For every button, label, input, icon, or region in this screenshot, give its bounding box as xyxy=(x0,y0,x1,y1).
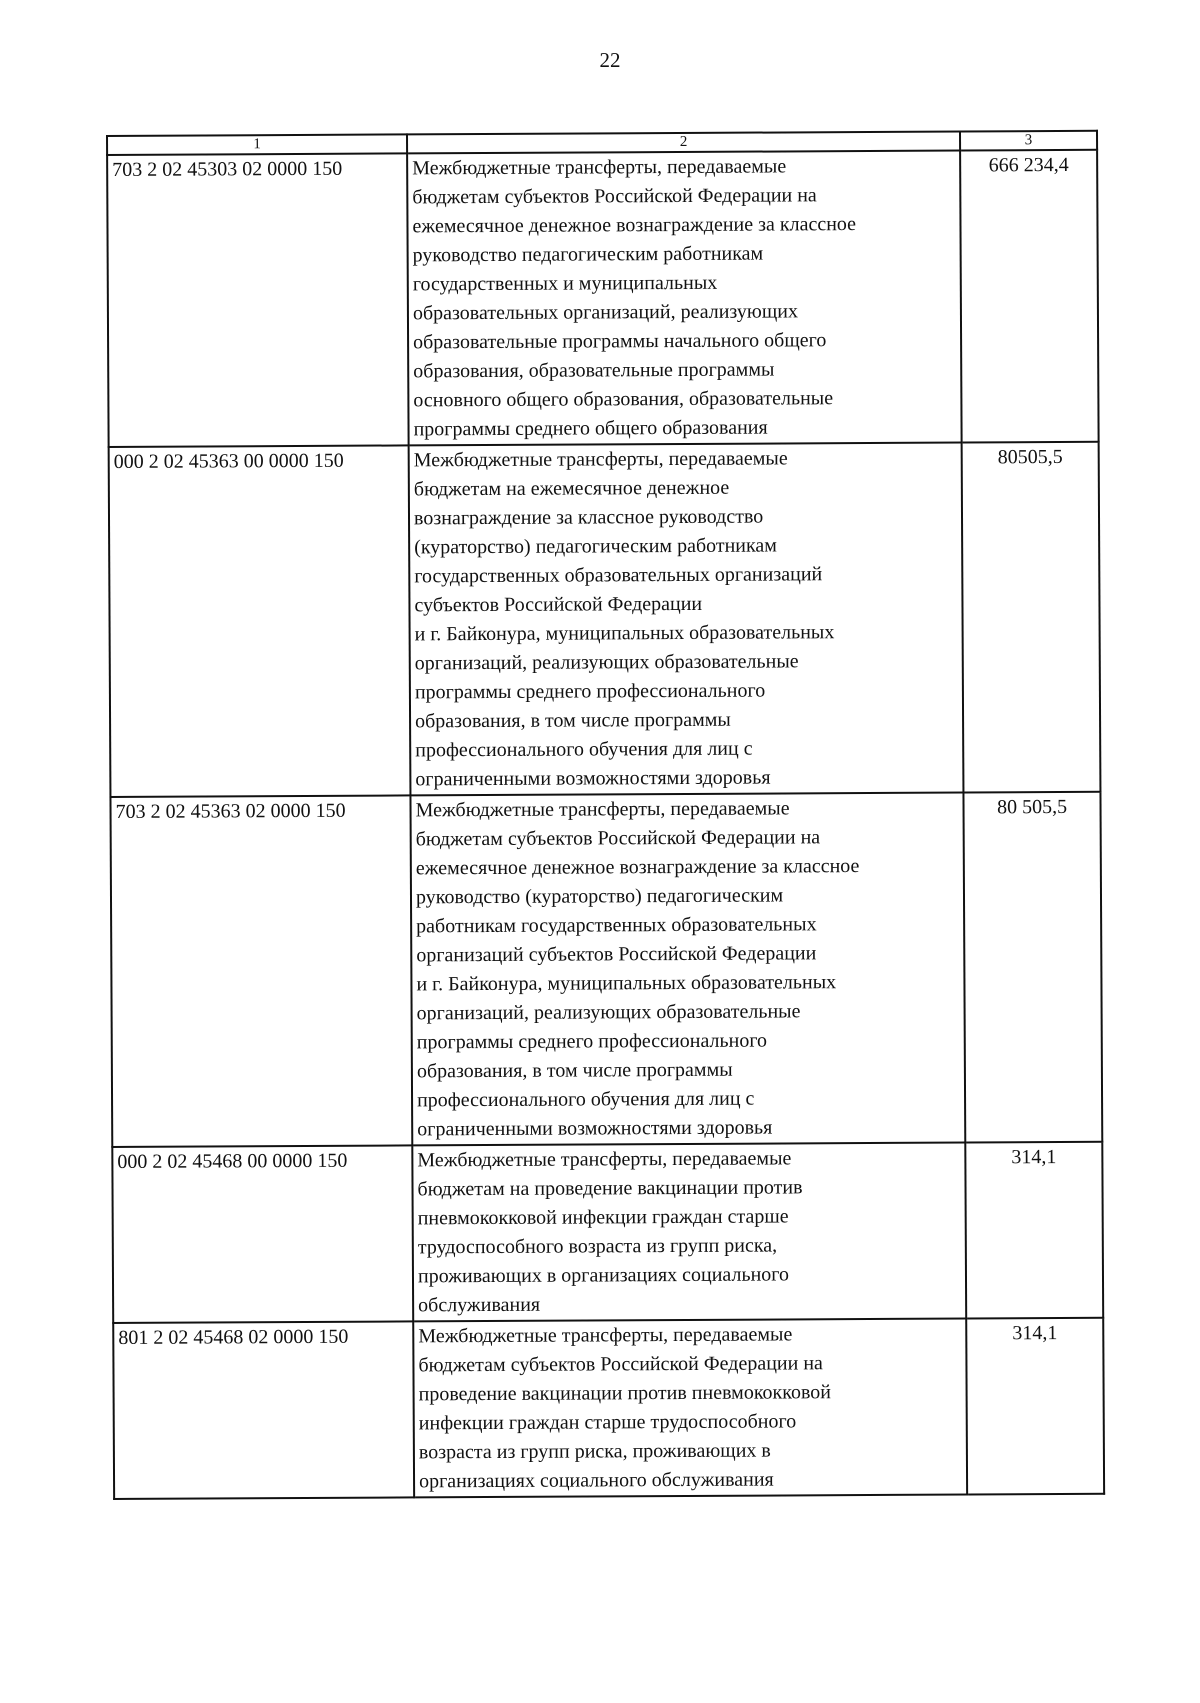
description-line: государственных образовательных организаций xyxy=(414,563,823,588)
description-line: (кураторство) педагогическим работникам xyxy=(414,534,777,559)
header-col-1: 1 xyxy=(107,134,407,155)
description-line: ежемесячное денежное вознаграждение за классное xyxy=(415,855,860,880)
amount-cell: 80 505,5 xyxy=(963,792,1102,1143)
description-cell xyxy=(410,793,965,1146)
description-line: профессионального обучения для лиц с xyxy=(415,737,753,762)
table-body xyxy=(107,150,1104,1499)
description-line: образования, в том числе программы xyxy=(415,708,731,733)
description-line: образования, образовательные программы xyxy=(413,358,775,383)
description-line: Межбюджетные трансферты, передаваемые xyxy=(417,1147,792,1172)
description-line: обслуживания xyxy=(418,1293,541,1317)
description-line: возраста из групп риска, проживающих в xyxy=(418,1439,771,1464)
budget-code-cell: 000 2 02 45363 00 0000 150 xyxy=(109,445,411,797)
description-line: Межбюджетные трансферты, передаваемые xyxy=(413,447,788,472)
description-line: образовательные программы начального общего xyxy=(413,329,827,354)
header-col-3: 3 xyxy=(960,131,1097,151)
description-line: образования, в том числе программы xyxy=(416,1058,733,1083)
amount-cell: 80505,5 xyxy=(962,442,1101,793)
description-line: работникам государственных образовательных xyxy=(416,913,817,938)
table-row xyxy=(113,1318,1104,1499)
description-line: бюджетам субъектов Российской Федерации на xyxy=(412,184,817,209)
description-line: Межбюджетные трансферты, передаваемые xyxy=(412,155,787,180)
budget-code-cell: 703 2 02 45363 02 0000 150 xyxy=(110,795,412,1147)
description-line: организациях социального обслуживания xyxy=(418,1468,774,1493)
table-row xyxy=(109,442,1101,797)
description-line: организаций, реализующих образовательные xyxy=(416,1000,801,1025)
description-line: инфекции граждан старше трудоспособного xyxy=(418,1410,797,1435)
amount-cell: 314,1 xyxy=(965,1142,1103,1319)
description-line: программы среднего общего образования xyxy=(413,416,768,441)
description-line: программы среднего профессионального xyxy=(416,1029,768,1054)
description-line: проведение вакцинации против пневмококковой xyxy=(418,1381,831,1406)
description-line: ограниченными возможностями здоровья xyxy=(415,766,771,791)
budget-code-cell: 000 2 02 45468 00 0000 150 xyxy=(112,1145,413,1323)
description-line: Межбюджетные трансферты, передаваемые xyxy=(415,797,790,822)
description-line: программы среднего профессионального xyxy=(414,679,766,704)
description-line: ежемесячное денежное вознаграждение за классное xyxy=(412,213,857,238)
description-line: организаций, реализующих образовательные xyxy=(414,650,799,675)
description-line: и г. Байконура, муниципальных образовательных xyxy=(414,621,835,646)
budget-table xyxy=(106,130,1105,1500)
description-line: руководство педагогическим работникам xyxy=(412,242,764,267)
description-line: проживающих в организациях социального xyxy=(417,1263,790,1288)
description-line: трудоспособного возраста из групп риска, xyxy=(417,1234,778,1259)
description-line: государственных и муниципальных xyxy=(412,271,718,296)
budget-code-cell: 703 2 02 45303 02 0000 150 xyxy=(107,153,409,447)
description-line: бюджетам субъектов Российской Федерации на xyxy=(415,826,821,851)
description-line: бюджетам на ежемесячное денежное xyxy=(413,476,730,501)
description-line: бюджетам субъектов Российской Федерации на xyxy=(418,1352,823,1377)
description-cell xyxy=(412,1143,966,1322)
description-line: Межбюджетные трансферты, передаваемые xyxy=(418,1323,793,1348)
table-row xyxy=(107,150,1099,447)
description-line: субъектов Российской Федерации xyxy=(414,592,703,617)
description-line: пневмококковой инфекции граждан старше xyxy=(417,1205,789,1230)
description-line: руководство (кураторство) педагогическим xyxy=(415,884,784,909)
table-row xyxy=(112,1142,1103,1323)
budget-code-cell: 801 2 02 45468 02 0000 150 xyxy=(113,1321,414,1499)
description-cell xyxy=(409,443,964,796)
description-line: вознаграждение за классное руководство xyxy=(413,505,764,530)
page-number: 22 xyxy=(599,48,621,72)
description-line: бюджетам на проведение вакцинации против xyxy=(417,1176,803,1201)
description-line: организаций субъектов Российской Федерации xyxy=(416,942,817,967)
description-line: образовательных организаций, реализующих xyxy=(412,300,798,325)
description-line: ограниченными возможностями здоровья xyxy=(417,1116,773,1141)
description-line: основного общего образования, образовательные xyxy=(413,387,834,412)
description-line: профессионального обучения для лиц с xyxy=(417,1087,755,1112)
amount-cell: 314,1 xyxy=(966,1318,1104,1495)
description-cell xyxy=(407,151,962,446)
description-line: и г. Байконура, муниципальных образовательных xyxy=(416,971,837,996)
header-col-2: 2 xyxy=(407,132,960,154)
amount-cell: 666 234,4 xyxy=(960,150,1099,443)
description-cell xyxy=(413,1319,967,1498)
table-row xyxy=(110,792,1102,1147)
